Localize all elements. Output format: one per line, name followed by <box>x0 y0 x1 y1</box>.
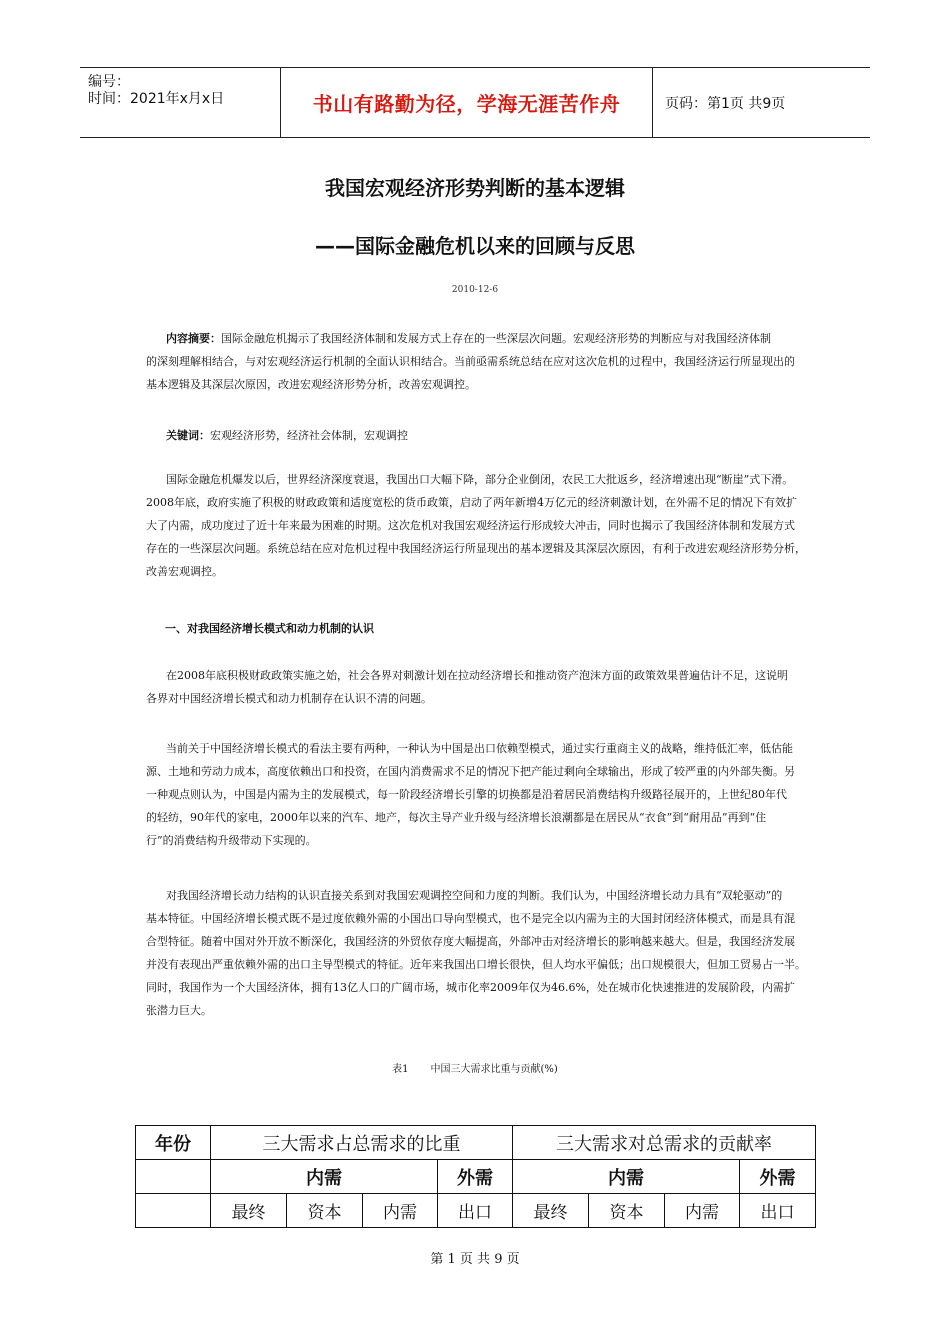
header-motto: 书山有路勤为径，学海无涯苦作舟 <box>312 92 621 116</box>
table-caption-title: 中国三大需求比重与贡献(%) <box>430 1064 558 1075</box>
paragraph-line: 的轻纺，90年代的家电，2000年以来的汽车、地产，每次主导产业升级与经济增长浪潮都是在居民从“衣食”到“耐用品”再到“住 <box>146 811 767 824</box>
keywords-label: 关键词： <box>166 429 210 442</box>
intro-paragraph <box>146 468 806 583</box>
domestic-header: 内需 <box>513 1160 740 1194</box>
section-1-paragraph-2 <box>146 737 806 852</box>
page-header <box>80 67 870 138</box>
header-number: 编号： <box>88 74 130 90</box>
intro-line: 2008年底，政府实施了积极的财政政策和适度宽松的货币政策，启动了两年新增4万亿元的经济刺激计划，在外需不足的情况下有效扩 <box>146 496 797 509</box>
column-header: 资本 <box>589 1194 665 1228</box>
paragraph-line: 并没有表现出严重依赖外需的出口主导型模式的特征。近年来我国出口增长很快，但人均水平偏低；出口规模很大，但加工贸易占一半。 <box>146 958 806 971</box>
share-group-header: 三大需求占总需求的比重 <box>211 1126 513 1160</box>
column-header: 资本 <box>287 1194 363 1228</box>
paragraph-line: 合型特征。随着中国对外开放不断深化，我国经济的外贸依存度大幅提高，外部冲击对经济增长的影响越来越大。但是，我国经济发展 <box>146 935 795 948</box>
intro-line: 国际金融危机爆发以后，世界经济深度衰退，我国出口大幅下降，部分企业倒闭，农民工大批返乡，经济增速出现“断崖”式下滑。 <box>166 473 794 486</box>
external-header: 外需 <box>740 1160 816 1194</box>
section-1-paragraph-1 <box>146 664 806 710</box>
document-subtitle: ——国际金融危机以来的回顾与反思 <box>315 234 635 258</box>
page-footer: 第 1 页 共 9 页 <box>430 1252 520 1267</box>
paragraph-line: 源、土地和劳动力成本，高度依赖出口和投资，在国内消费需求不足的情况下把产能过剩向全球输出，形成了较严重的内外部失衡。另 <box>146 765 795 778</box>
abstract-line: 内容摘要：国际金融危机揭示了我国经济体制和发展方式上存在的一些深层次问题。宏观经济形势的判断应与对我国经济体制 <box>166 332 771 345</box>
abstract-label: 内容摘要： <box>166 332 221 345</box>
keywords-line <box>146 424 806 447</box>
paragraph-line: 张潜力巨大。 <box>146 1004 212 1017</box>
table-column-row <box>136 1194 816 1228</box>
abstract-paragraph <box>146 327 806 396</box>
intro-line: 大了内需，成功度过了近十年来最为困难的时期。这次危机对我国宏观经济运行形成较大冲击，同时也揭示了我国经济体制和发展方式 <box>146 519 795 532</box>
header-time: 时间：2021年x月x日 <box>88 91 225 107</box>
domestic-header: 内需 <box>211 1160 438 1194</box>
abstract-line: 的深刻理解相结合，与对宏观经济运行机制的全面认识相结合。当前亟需系统总结在应对这次危机的过程中，我国经济运行所显现出的 <box>146 355 795 368</box>
document-date: 2010-12-6 <box>451 285 499 295</box>
paragraph-line: 当前关于中国经济增长模式的看法主要有两种，一种认为中国是出口依赖型模式，通过实行重商主义的战略，维持低汇率，低估能 <box>166 742 793 755</box>
paragraph-line: 各界对中国经济增长模式和动力机制存在认识不清的问题。 <box>146 692 432 705</box>
column-header: 内需 <box>363 1194 438 1228</box>
year-header: 年份 <box>136 1126 211 1160</box>
paragraph-line: 行”的消费结构升级带动下实现的。 <box>146 834 317 847</box>
abstract-line: 基本逻辑及其深层次原因，改进宏观经济形势分析，改善宏观调控。 <box>146 378 476 391</box>
column-header: 内需 <box>665 1194 740 1228</box>
intro-line: 存在的一些深层次问题。系统总结在应对危机过程中我国经济运行所显现出的基本逻辑及其深层次原因，有利于改进宏观经济形势分析， <box>146 542 806 555</box>
external-header: 外需 <box>438 1160 513 1194</box>
table-caption-number: 表1 <box>392 1064 409 1075</box>
header-meta <box>80 68 281 137</box>
section-1-heading: 一、对我国经济增长模式和动力机制的认识 <box>165 622 374 635</box>
section-1-paragraph-3 <box>146 884 806 1022</box>
table-caption <box>0 1060 950 1075</box>
empty-cell <box>136 1194 211 1228</box>
intro-line: 改善宏观调控。 <box>146 565 223 578</box>
table-header-row <box>136 1126 816 1160</box>
table-subheader-row <box>136 1160 816 1194</box>
keywords-paragraph <box>146 424 806 447</box>
paragraph-line: 一种观点则认为，中国是内需为主的发展模式，每一阶段经济增长引擎的切换都是沿着居民消费结构升级路径展开的，上世纪80年代 <box>146 788 787 801</box>
empty-cell <box>136 1160 211 1194</box>
header-page-info: 页码：第1页 共9页 <box>665 95 786 112</box>
paragraph-line: 对我国经济增长动力结构的认识直接关系到对我国宏观调控空间和力度的判断。我们认为，中国经济增长动力具有“双轮驱动”的 <box>166 889 783 902</box>
column-header: 出口 <box>438 1194 513 1228</box>
column-header: 出口 <box>740 1194 816 1228</box>
contribution-group-header: 三大需求对总需求的贡献率 <box>513 1126 816 1160</box>
document-title: 我国宏观经济形势判断的基本逻辑 <box>325 176 625 200</box>
paragraph-line: 基本特征。中国经济增长模式既不是过度依赖外需的小国出口导向型模式，也不是完全以内需为主的大国封闭经济体模式，而是具有混 <box>146 912 795 925</box>
column-header: 最终 <box>211 1194 287 1228</box>
header-page-cell <box>653 68 870 137</box>
header-motto-cell <box>281 68 653 137</box>
keywords-text: 宏观经济形势，经济社会体制，宏观调控 <box>210 429 408 442</box>
paragraph-line: 同时，我国作为一个大国经济体，拥有13亿人口的广阔市场，城市化率2009年仅为46.6%，处在城市化快速推进的发展阶段，内需扩 <box>146 981 795 994</box>
demand-table <box>135 1125 816 1228</box>
paragraph-line: 在2008年底积极财政政策实施之始，社会各界对刺激计划在拉动经济增长和推动资产泡沫方面的政策效果普遍估计不足，这说明 <box>166 669 788 682</box>
column-header: 最终 <box>513 1194 589 1228</box>
